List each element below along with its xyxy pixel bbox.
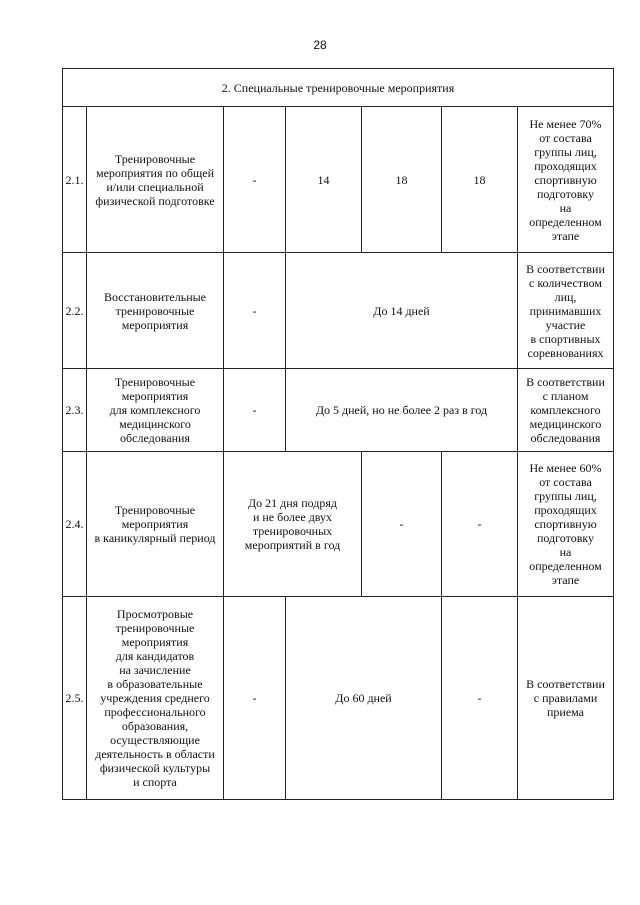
cell-value: - [224, 107, 286, 253]
table-row [63, 253, 614, 369]
event-name: Тренировочные мероприятия в каникулярный период [87, 452, 224, 597]
row-number: 2.1. [63, 107, 87, 253]
page-number: 28 [313, 38, 327, 52]
event-name: Просмотровые тренировочные мероприятия для кандидатов на зачисление в образовательные учреждения среднего профессионального образования, осуществляющие деятельность в области физической культуры и спорта [87, 597, 224, 800]
event-name: Тренировочные мероприятия по общей и/или специальной физической подготовке [87, 107, 224, 253]
section-title: 2. Специальные тренировочные мероприятия [63, 69, 614, 107]
cell-value: - [224, 597, 286, 800]
event-name: Восстановительные тренировочные мероприятия [87, 253, 224, 369]
row-number: 2.2. [63, 253, 87, 369]
table-row [63, 369, 614, 452]
event-note: В соответствии с правилами приема [518, 597, 614, 800]
event-note: Не менее 70% от состава группы лиц, проходящих спортивную подготовку на определенном этапе [518, 107, 614, 253]
cell-value: - [362, 452, 442, 597]
row-number: 2.5. [63, 597, 87, 800]
merged-duration-cell: До 21 дня подряд и не более двух тренировочных мероприятий в год [224, 452, 362, 597]
merged-duration-cell: До 5 дней, но не более 2 раз в год [286, 369, 518, 452]
event-name: Тренировочные мероприятия для комплексного медицинского обследования [87, 369, 224, 452]
table-row [63, 597, 614, 800]
event-note: В соответствии с планом комплексного медицинского обследования [518, 369, 614, 452]
cell-value: - [224, 369, 286, 452]
merged-duration-cell: До 14 дней [286, 253, 518, 369]
row-number: 2.3. [63, 369, 87, 452]
table-row [63, 107, 614, 253]
cell-value: - [442, 597, 518, 800]
section-header-row [63, 69, 614, 107]
event-note: В соответствии с количеством лиц, принимавших участие в спортивных соревнованиях [518, 253, 614, 369]
event-note: Не менее 60% от состава группы лиц, проходящих спортивную подготовку на определенном этапе [518, 452, 614, 597]
training-events-table [62, 68, 614, 800]
cell-value: - [442, 452, 518, 597]
table-row [63, 452, 614, 597]
cell-value: 14 [286, 107, 362, 253]
cell-value: 18 [442, 107, 518, 253]
cell-value: 18 [362, 107, 442, 253]
row-number: 2.4. [63, 452, 87, 597]
cell-value: - [224, 253, 286, 369]
merged-duration-cell: До 60 дней [286, 597, 442, 800]
